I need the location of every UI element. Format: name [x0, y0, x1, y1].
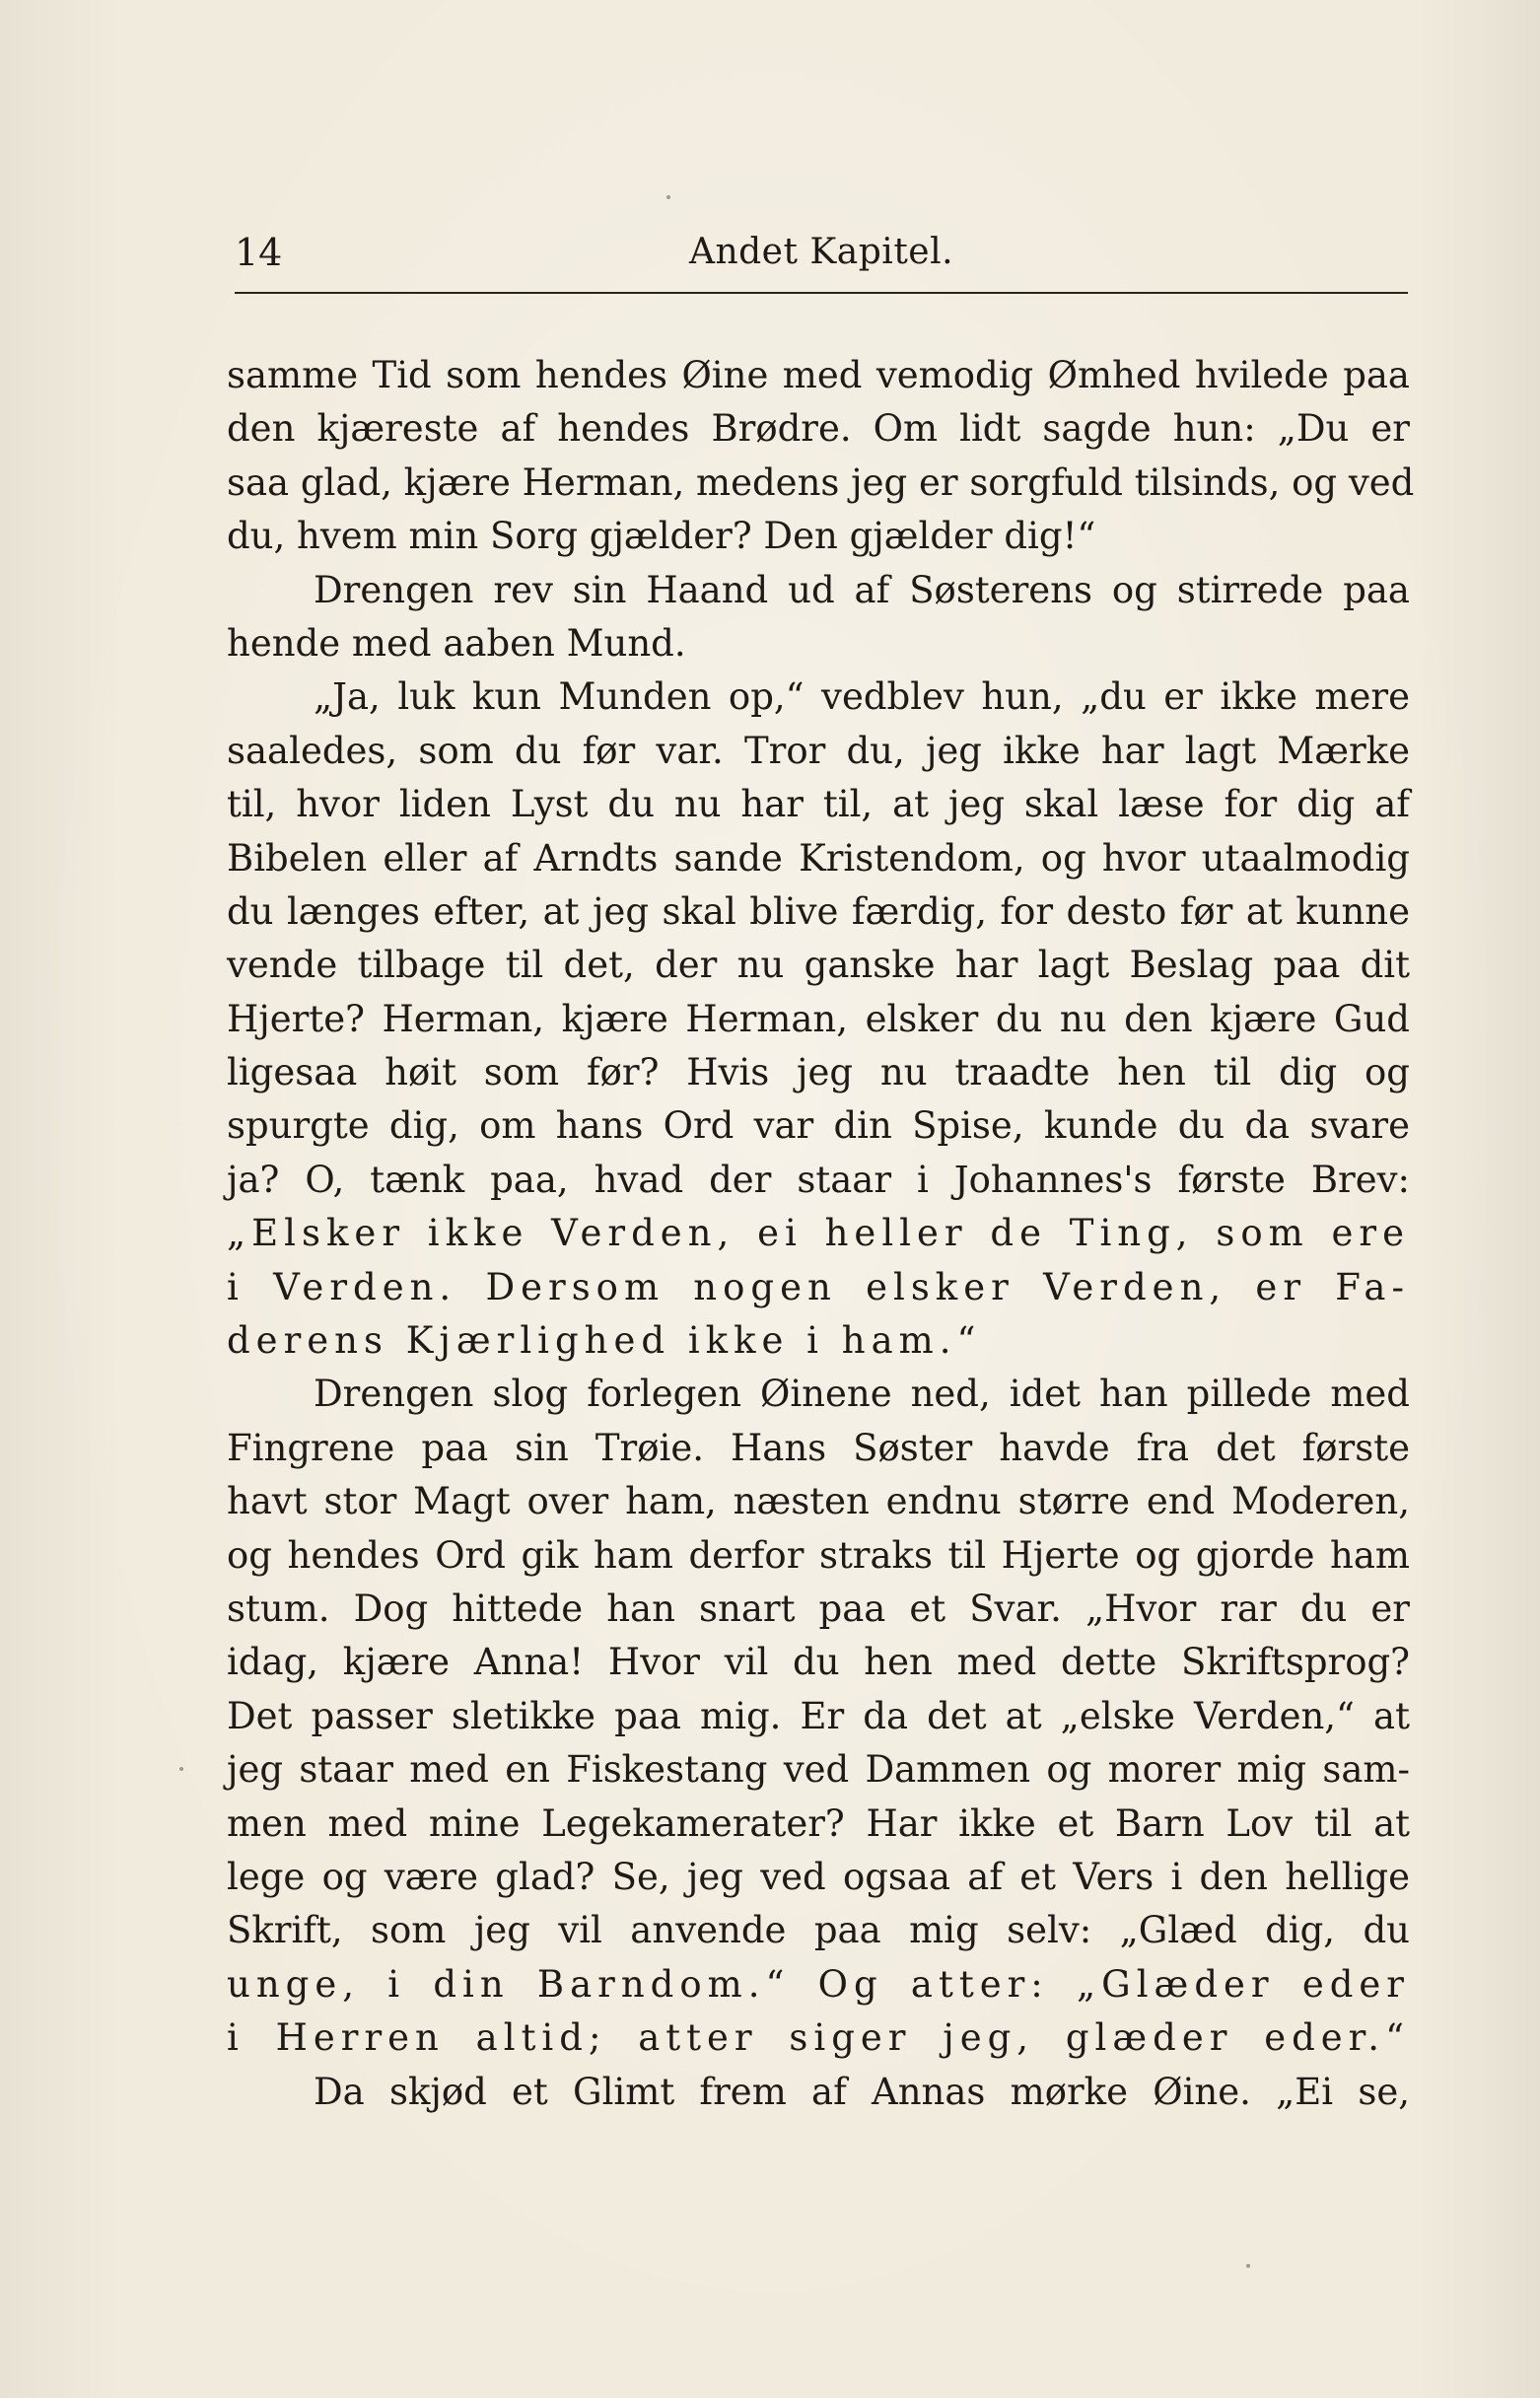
text-line-spaced: derens Kjærlighed ikke i ham.“	[227, 1319, 982, 1363]
page-number: 14	[235, 231, 283, 274]
text-line: og hendes Ord gik ham derfor straks til Hjerte og gjorde ham	[227, 1533, 1410, 1577]
running-head: Andet Kapitel.	[688, 232, 954, 272]
text-line: til, hvor liden Lyst du nu har til, at jeg skal læse for dig af	[227, 783, 1410, 826]
header-rule	[235, 292, 1408, 294]
text-line-spaced: i Verden. Dersom nogen elsker Verden, er Fa-	[227, 1265, 1410, 1308]
text-line: saaledes, som du før var. Tror du, jeg ikke har lagt Mærke	[227, 729, 1410, 772]
body-text	[227, 349, 1415, 2119]
text-line: du længes efter, at jeg skal blive færdig, for desto før at kunne	[227, 889, 1410, 933]
paper-speck	[1246, 2264, 1250, 2268]
text-line: saa glad, kjære Herman, medens jeg er sorgfuld tilsinds, og ved	[227, 460, 1415, 504]
text-line: hende med aaben Mund.	[227, 621, 686, 665]
page-header	[235, 225, 1408, 280]
text-line-spaced: „Elsker ikke Verden, ei heller de Ting, som ere	[227, 1212, 1410, 1255]
paper-speck	[179, 1767, 183, 1771]
text-line: spurgte dig, om hans Ord var din Spise, kunde du da svare	[227, 1104, 1410, 1148]
text-line: lege og være glad? Se, jeg ved ogsaa af et Vers i den hellige	[227, 1855, 1410, 1898]
text-line: du, hvem min Sorg gjælder? Den gjælder dig!“	[227, 515, 1096, 558]
text-line-spaced: unge, i din Barndom.“ Og atter: „Glæder eder	[227, 1962, 1410, 2006]
text-line: men med mine Legekamerater? Har ikke et Barn Lov til at	[227, 1801, 1410, 1845]
text-line-spaced: i Herren altid; atter siger jeg, glæder eder.“	[227, 2016, 1410, 2060]
text-line: „Ja, luk kun Munden op,“ vedblev hun, „du er ikke mere	[314, 675, 1410, 719]
paper-speck	[666, 195, 670, 199]
text-line: Drengen rev sin Haand ud af Søsterens og stirrede paa	[314, 568, 1410, 611]
text-line: Da skjød et Glimt frem af Annas mørke Øine. „Ei se,	[314, 2070, 1410, 2113]
text-line: idag, kjære Anna! Hvor vil du hen med dette Skriftsprog?	[227, 1641, 1410, 1684]
text-line: Bibelen eller af Arndts sande Kristendom, og hvor utaalmodig	[227, 836, 1410, 880]
text-line: vende tilbage til det, der nu ganske har lagt Beslag paa dit	[227, 944, 1410, 987]
text-line: jeg staar med en Fiskestang ved Dammen og morer mig sam-	[227, 1748, 1410, 1792]
text-line: Fingrene paa sin Trøie. Hans Søster havde fra det første	[227, 1426, 1410, 1469]
text-line: Det passer sletikke paa mig. Er da det at „elske Verden,“ at	[227, 1694, 1410, 1737]
text-line: havt stor Magt over ham, næsten endnu større end Moderen,	[227, 1480, 1410, 1523]
text-line: den kjæreste af hendes Brødre. Om lidt sagde hun: „Du er	[227, 407, 1410, 451]
text-line: Hjerte? Herman, kjære Herman, elsker du nu den kjære Gud	[227, 997, 1410, 1040]
text-line: ja? O, tænk paa, hvad der staar i Johannes's første Brev:	[227, 1158, 1410, 1201]
text-line: Drengen slog forlegen Øinene ned, idet han pillede med	[314, 1373, 1410, 1416]
text-line: samme Tid som hendes Øine med vemodig Ømhed hvilede paa	[227, 354, 1410, 396]
text-line: stum. Dog hittede han snart paa et Svar. „Hvor rar du er	[227, 1587, 1410, 1630]
text-line: Skrift, som jeg vil anvende paa mig selv: „Glæd dig, du	[227, 1909, 1410, 1952]
text-line: ligesaa høit som før? Hvis jeg nu traadte hen til dig og	[227, 1051, 1410, 1094]
